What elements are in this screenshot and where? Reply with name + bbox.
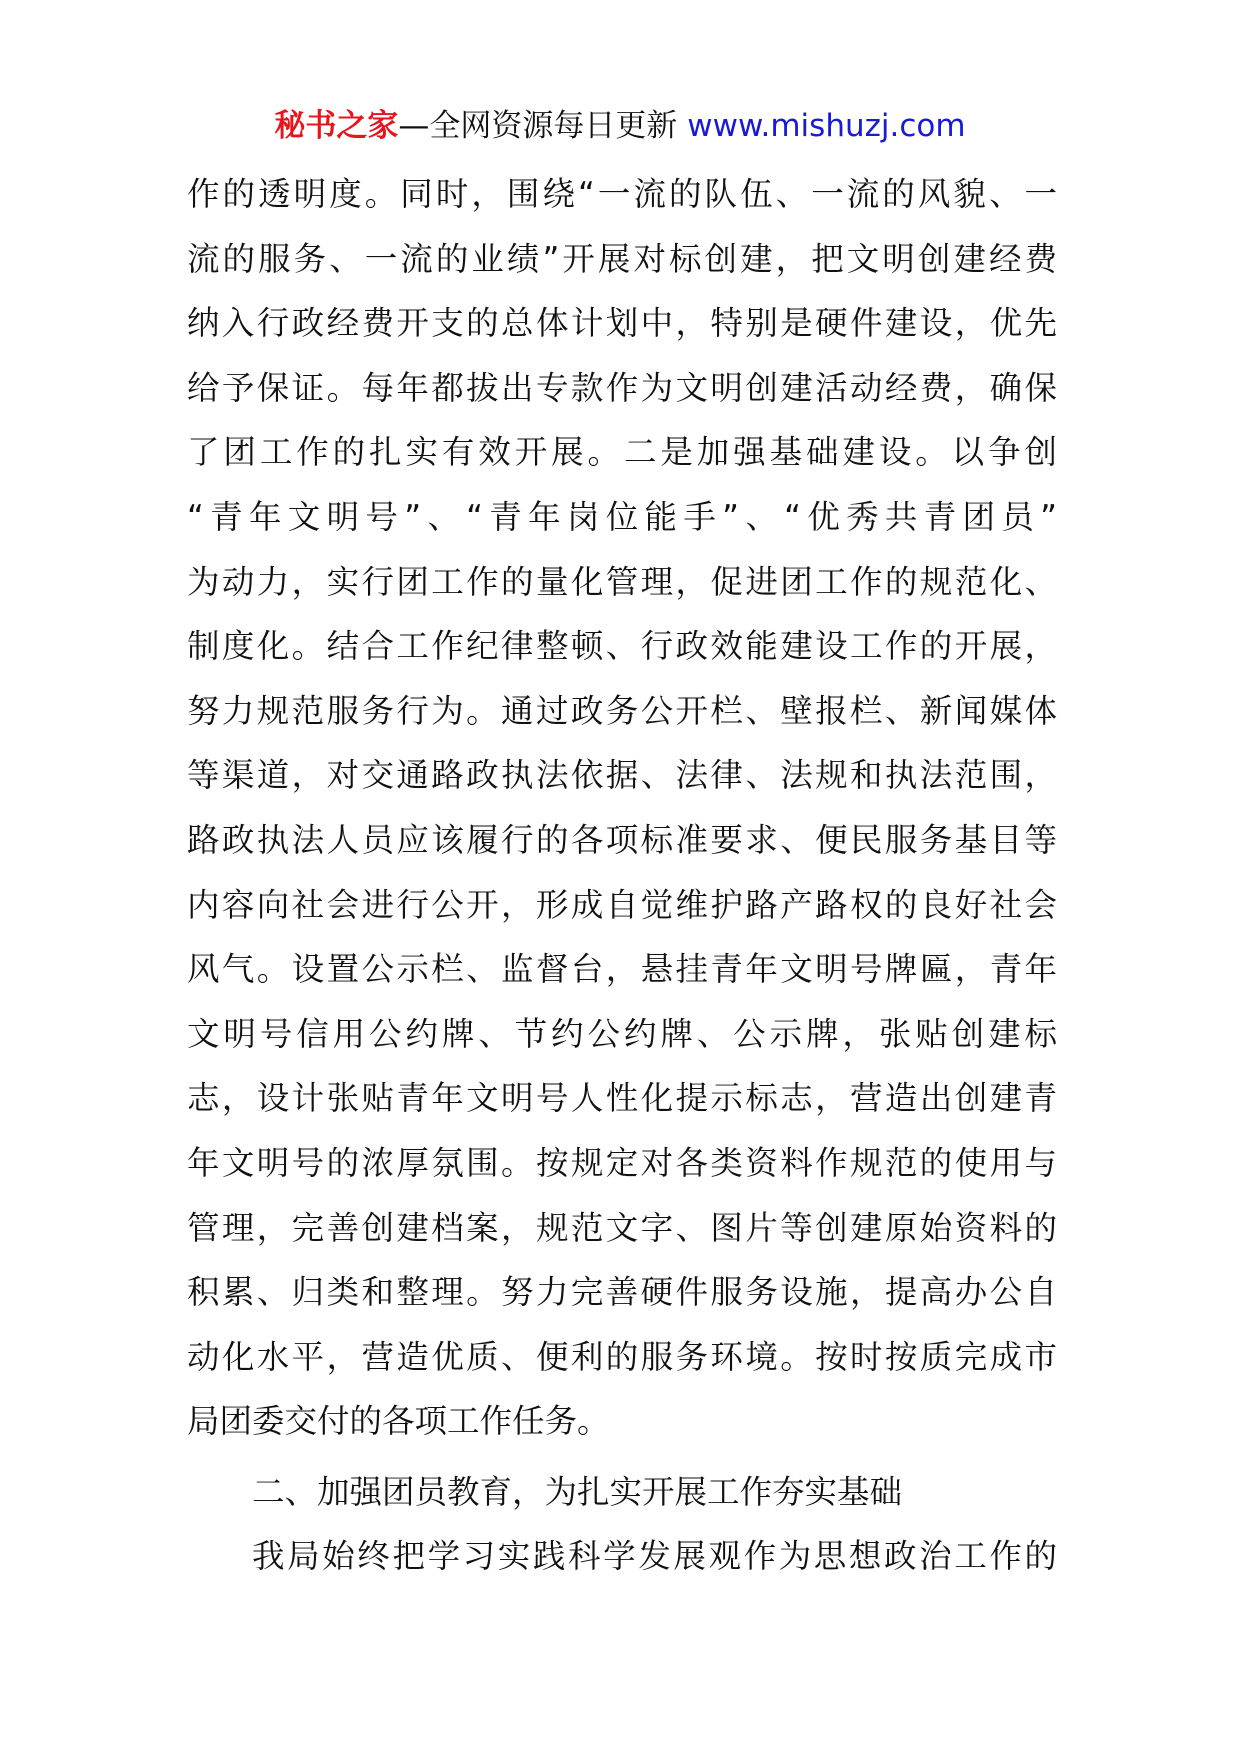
body-line-19: 动化水平，营造优质、便利的服务环境。按时按质完成市 [187, 1337, 1057, 1376]
body-line-1: 作的透明度。同时，围绕“一流的队伍、一流的风貌、一 [187, 175, 1057, 213]
document-body [187, 162, 1057, 1589]
body-line-5: 了团工作的扎实有效开展。二是加强基础建设。以争创 [187, 433, 1057, 472]
body-line-20: 局团委交付的各项工作任务。 [187, 1402, 610, 1441]
body-line-2: 流的服务、一流的业绩”开展对标创建，把文明创建经费 [187, 239, 1057, 278]
body-line-11: 路政执法人员应该履行的各项标准要求、便民服务基目等 [187, 820, 1057, 859]
body-line-7: 为动力，实行团工作的量化管理，促进团工作的规范化、 [187, 562, 1057, 601]
body-line-18: 积累、归类和整理。努力完善硬件服务设施，提高办公自 [187, 1273, 1057, 1312]
section-heading: 二、加强团员教育，为扎实开展工作夯实基础 [252, 1472, 903, 1511]
body-line-3: 纳入行政经费开支的总体计划中，特别是硬件建设，优先 [187, 304, 1057, 343]
body-line-6: “青年文明号”、“青年岗位能手”、“优秀共青团员” [187, 497, 1057, 536]
body-line-15: 志，设计张贴青年文明号人性化提示标志，营造出创建青 [187, 1079, 1057, 1118]
body-line-10: 等渠道，对交通路政执法依据、法律、法规和执法范围， [187, 756, 1057, 795]
body-line-9: 努力规范服务行为。通过政务公开栏、壁报栏、新闻媒体 [187, 691, 1057, 730]
paragraph-first-line: 我局始终把学习实践科学发展观作为思想政治工作的 [252, 1537, 1057, 1576]
body-line-13: 风气。设置公示栏、监督台，悬挂青年文明号牌匾，青年 [187, 950, 1057, 989]
body-line-17: 管理，完善创建档案，规范文字、图片等创建原始资料的 [187, 1208, 1057, 1247]
body-line-16: 年文明号的浓厚氛围。按规定对各类资料作规范的使用与 [187, 1143, 1057, 1182]
body-line-14: 文明号信用公约牌、节约公约牌、公示牌，张贴创建标 [187, 1014, 1057, 1053]
page-header [0, 104, 1240, 148]
site-url-link[interactable]: www.mishuzj.com [687, 108, 966, 144]
body-line-8: 制度化。结合工作纪律整顿、行政效能建设工作的开展， [187, 627, 1057, 666]
body-line-4: 给予保证。每年都拔出专款作为文明创建活动经费，确保 [187, 368, 1057, 407]
brand-name: 秘书之家 [274, 108, 399, 144]
header-tagline: —全网资源每日更新 [398, 108, 688, 144]
body-line-12: 内容向社会进行公开，形成自觉维护路产路权的良好社会 [187, 885, 1057, 924]
